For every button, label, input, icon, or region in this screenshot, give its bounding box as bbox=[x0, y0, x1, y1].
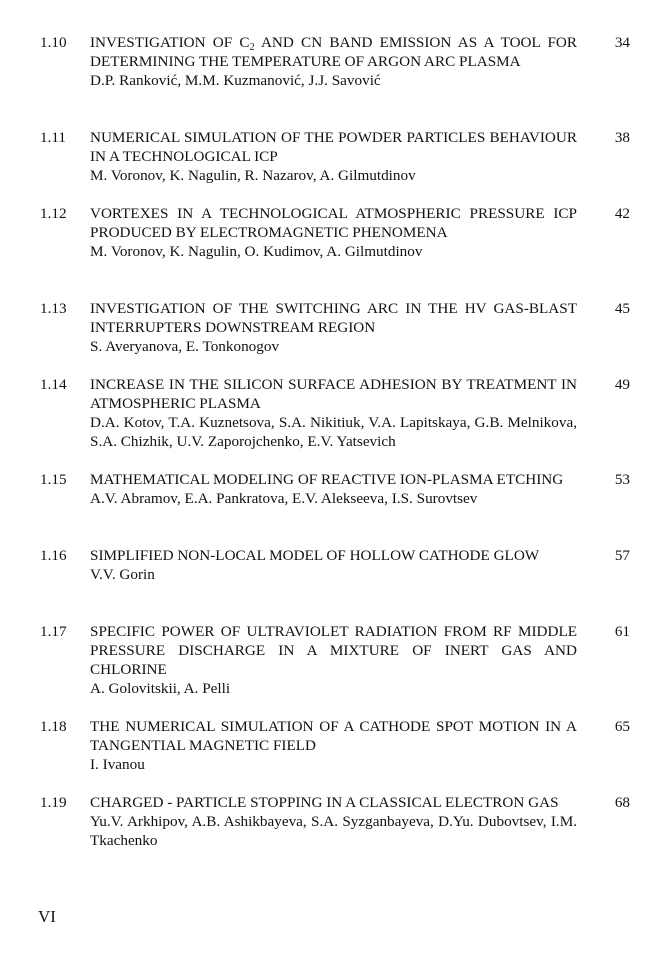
entry-body bbox=[90, 128, 577, 185]
entry-authors: D.A. Kotov, T.A. Kuznetsova, S.A. Nikitiuk, V.A. Lapitskaya, G.B. Melnikova, S.A. Chizhik, U.V. Zaporojchenko, E.V. Yatsevich bbox=[90, 414, 577, 450]
entry-body bbox=[90, 375, 577, 451]
entry-authors: Yu.V. Arkhipov, A.B. Ashikbayeva, S.A. Syzganbayeva, D.Yu. Dubovtsev, I.M. Tkachenko bbox=[90, 813, 577, 849]
entry-page-number: 65 bbox=[614, 718, 630, 735]
entry-title: INCREASE IN THE SILICON SURFACE ADHESION BY TREATMENT IN ATMOSPHERIC PLASMA bbox=[90, 376, 577, 412]
entry-title: SPECIFIC POWER OF ULTRAVIOLET RADIATION FROM RF MIDDLE PRESSURE DISCHARGE IN A MIXTURE OF INERT GAS AND CHLORINE bbox=[90, 623, 577, 678]
entry-page-number: 45 bbox=[614, 300, 630, 317]
entry-page-number: 57 bbox=[614, 547, 630, 564]
entry-title: NUMERICAL SIMULATION OF THE POWDER PARTICLES BEHAVIOUR IN A TECHNOLOGICAL ICP bbox=[90, 129, 577, 165]
entry-authors: S. Averyanova, E. Tonkonogov bbox=[90, 338, 280, 355]
entry-page-number: 34 bbox=[614, 34, 630, 51]
entry-number: 1.15 bbox=[40, 471, 67, 488]
entry-page-number: 68 bbox=[614, 794, 630, 811]
entry-authors: D.P. Ranković, M.M. Kuzmanović, J.J. Savović bbox=[90, 72, 381, 89]
entry-body bbox=[90, 33, 577, 90]
entry-body bbox=[90, 204, 577, 261]
entry-title: CHARGED - PARTICLE STOPPING IN A CLASSICAL ELECTRON GAS bbox=[90, 794, 559, 811]
entry-title: THE NUMERICAL SIMULATION OF A CATHODE SPOT MOTION IN A TANGENTIAL MAGNETIC FIELD bbox=[90, 718, 577, 754]
entry-title: VORTEXES IN A TECHNOLOGICAL ATMOSPHERIC PRESSURE ICP PRODUCED BY ELECTROMAGNETIC PHENOMENA bbox=[90, 205, 577, 241]
entry-title: INVESTIGATION OF $C_2$ AND CN BAND EMISSION AS A TOOL FOR DETERMINING THE TEMPERATURE OF ARGON ARC PLASMA bbox=[90, 34, 577, 70]
entry-title: INVESTIGATION OF THE SWITCHING ARC IN THE HV GAS-BLAST INTERRUPTERS DOWNSTREAM REGION bbox=[90, 300, 577, 336]
entry-page-number: 53 bbox=[614, 471, 630, 488]
entry-page-number: 49 bbox=[614, 376, 630, 393]
entry-page-number: 42 bbox=[614, 205, 630, 222]
entry-number: 1.19 bbox=[40, 794, 67, 811]
entry-authors: A.V. Abramov, E.A. Pankratova, E.V. Alekseeva, I.S. Surovtsev bbox=[90, 490, 478, 507]
entry-body bbox=[90, 622, 577, 698]
entry-body bbox=[90, 793, 577, 850]
entry-authors: V.V. Gorin bbox=[90, 566, 155, 583]
entry-number: 1.18 bbox=[40, 718, 67, 735]
entry-number: 1.12 bbox=[40, 205, 67, 222]
entry-number: 1.13 bbox=[40, 300, 67, 317]
page-folio: VI bbox=[38, 907, 56, 926]
entry-body bbox=[90, 546, 577, 584]
entry-number: 1.17 bbox=[40, 623, 67, 640]
entry-body bbox=[90, 299, 577, 356]
entry-authors: A. Golovitskii, A. Pelli bbox=[90, 680, 231, 697]
entry-number: 1.11 bbox=[40, 129, 67, 146]
entry-body bbox=[90, 470, 577, 508]
entry-number: 1.10 bbox=[40, 34, 67, 51]
entry-authors: I. Ivanou bbox=[90, 756, 145, 773]
entry-number: 1.16 bbox=[40, 547, 67, 564]
entry-page-number: 61 bbox=[614, 623, 630, 640]
entry-body bbox=[90, 717, 577, 774]
entry-title: MATHEMATICAL MODELING OF REACTIVE ION-PLASMA ETCHING bbox=[90, 471, 564, 488]
entry-number: 1.14 bbox=[40, 376, 67, 393]
entry-authors: M. Voronov, K. Nagulin, O. Kudimov, A. Gilmutdinov bbox=[90, 243, 423, 260]
entry-page-number: 38 bbox=[614, 129, 630, 146]
entry-authors: M. Voronov, K. Nagulin, R. Nazarov, A. Gilmutdinov bbox=[90, 167, 416, 184]
entry-title: SIMPLIFIED NON-LOCAL MODEL OF HOLLOW CATHODE GLOW bbox=[90, 547, 540, 564]
